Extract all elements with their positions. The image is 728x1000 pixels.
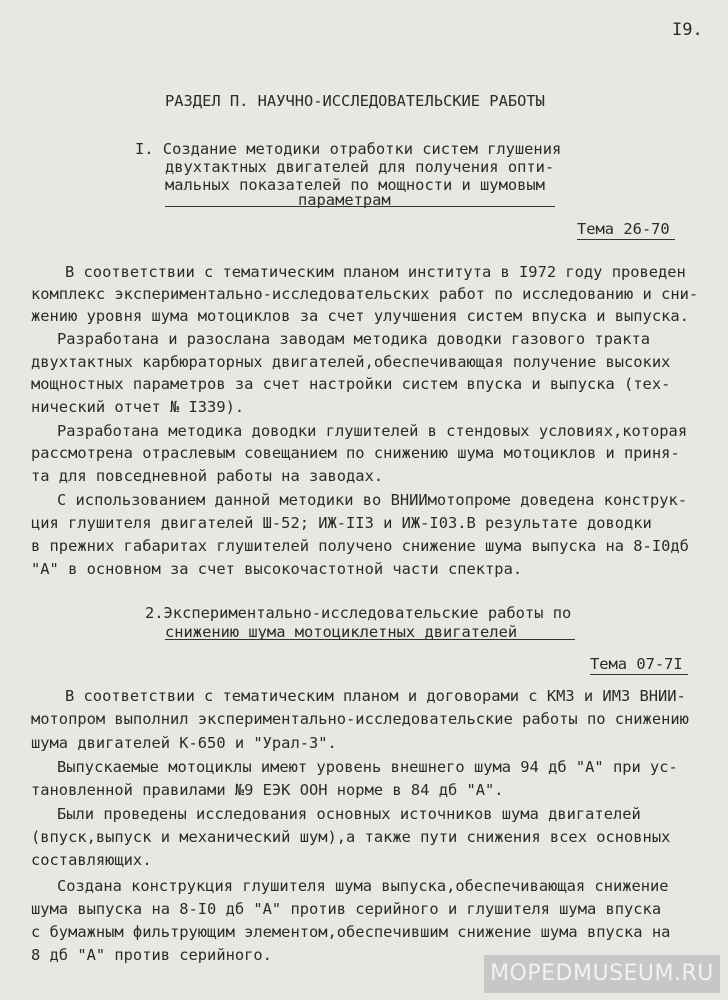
body-line: двухтактных карбюраторных двигателей,обеспечивающая получение высоких [31, 353, 671, 371]
topic1-heading-line: I. Создание методики отработки систем глушения [135, 140, 562, 158]
body-line: мощностных параметров за счет настройки систем впуска и выпуска (тех- [31, 375, 671, 393]
topic2-heading-underline [165, 639, 575, 640]
topic1-tema-underline [577, 239, 675, 240]
topic1-heading-underline [165, 206, 555, 207]
body-line: 8 дб "А" против серийного. [31, 946, 272, 964]
body-line: Разработана методика доводки глушителей в стендовых условиях,которая [57, 422, 688, 440]
topic2-tema: Тема 07-7I [590, 655, 683, 673]
section-title: РАЗДЕЛ П. НАУЧНО-ИССЛЕДОВАТЕЛЬСКИЕ РАБОТЫ [165, 92, 545, 110]
topic1-heading-line: мальных показателей по мощности и шумовым [165, 176, 545, 194]
topic1-tema: Тема 26-70 [577, 220, 670, 238]
body-line: в прежних габаритах глушителей получено снижение шума выпуска на 8-I0дб [31, 537, 689, 555]
topic2-tema-underline [590, 674, 688, 675]
body-line: С использованием данной методики во ВНИИмотопроме доведена конструк- [57, 491, 688, 509]
body-line: В соответствии с тематическим планом института в I972 году проведен [65, 263, 686, 281]
body-line: тановленной правилами №9 ЕЭК ООН норме в 84 дб "А". [31, 781, 504, 799]
body-line: рассмотрена отраслевым совещанием по снижению шума мотоциклов и приня- [31, 444, 680, 462]
body-line: (впуск,выпуск и механический шум),а также пути снижения всех основных [31, 828, 671, 846]
body-line: мотопром выполнил экспериментально-исследовательские работы по снижению [31, 710, 689, 728]
body-line: жению уровня шума мотоциклов за счет улучшения систем впуска и выпуска. [31, 307, 689, 325]
body-line: составляющих. [31, 851, 152, 869]
body-line: Создана конструкция глушителя шума выпуска,обеспечивающая снижение [57, 877, 669, 895]
body-line: Разработана и разослана заводам методика доводки газового тракта [57, 330, 651, 348]
page-number: I9. [672, 20, 703, 40]
topic1-heading-line: параметрам [298, 191, 391, 209]
body-line: с бумажным фильтрующим элементом,обеспечившим снижение шума впуска на [31, 923, 671, 941]
topic1-heading-line: двухтактных двигателей для получения опти- [165, 158, 555, 176]
watermark-logo: MOPEDMUSEUM.RU [484, 955, 720, 993]
body-line: Были проведены исследования основных источников шума двигателей [57, 805, 641, 823]
topic2-heading-line: 2.Экспериментально-исследовательские работы по [145, 604, 572, 622]
body-line: та для повседневной работы на заводах. [31, 467, 384, 485]
body-line: "А" в основном за счет высокочастотной части спектра. [31, 560, 523, 578]
body-line: Выпускаемые мотоциклы имеют уровень внешнего шума 94 дб "А" при ус- [57, 758, 678, 776]
body-line: шума двигателей К-650 и "Урал-3". [31, 734, 337, 752]
body-line: нический отчет № I339). [31, 398, 245, 416]
topic2-heading-line: снижению шума мотоциклетных двигателей [165, 623, 518, 641]
body-line: В соответствии с тематическим планом и договорами с КМЗ и ИМЗ ВНИИ- [65, 687, 686, 705]
body-line: шума выпуска на 8-I0 дб "А" против серийного и глушителя шума впуска [31, 900, 662, 918]
body-line: комплекс экспериментально-исследовательских работ по исследованию и сни- [31, 285, 699, 303]
body-line: ция глушителя двигателей Ш-52; ИЖ-II3 и ИЖ-I03.В результате доводки [31, 514, 652, 532]
